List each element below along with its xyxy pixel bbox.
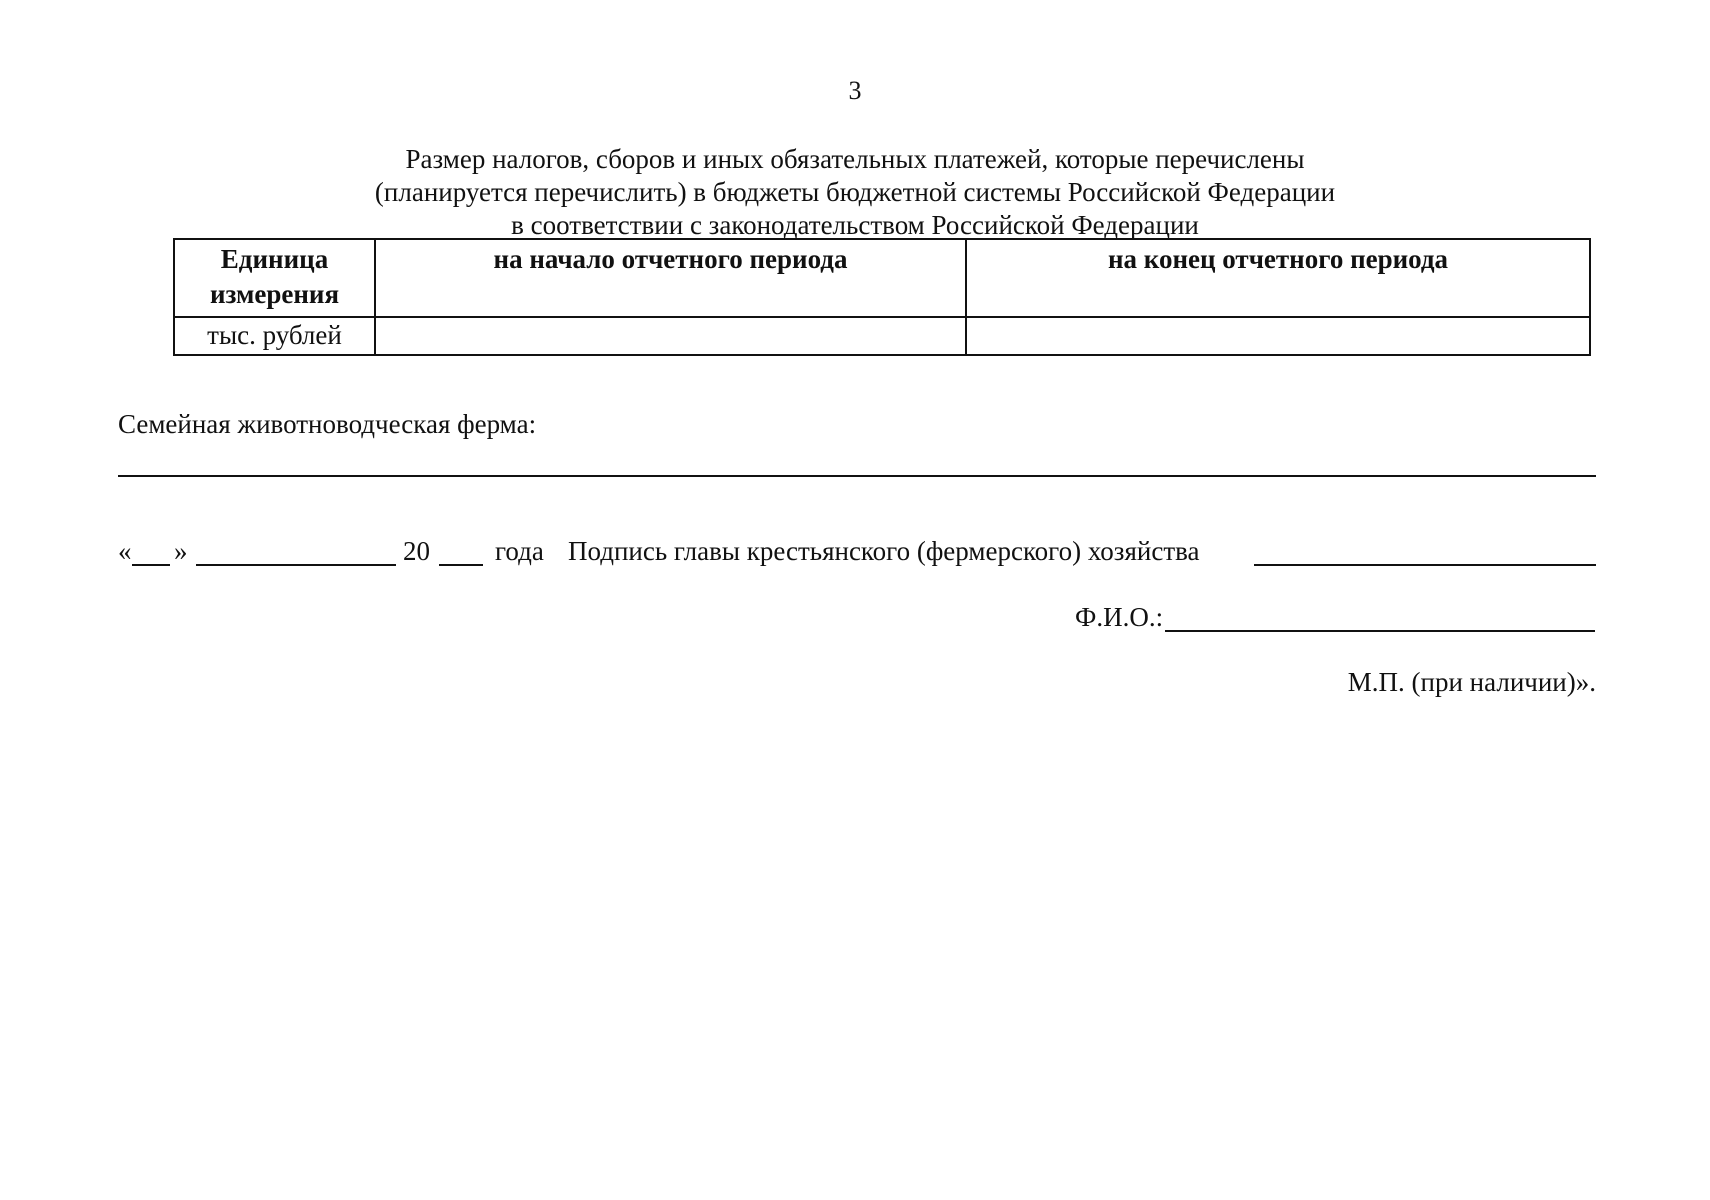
cell-period-end[interactable] bbox=[966, 317, 1590, 355]
date-quote-open: « bbox=[118, 536, 132, 566]
document-heading bbox=[200, 143, 1510, 242]
tax-payments-table bbox=[173, 238, 1591, 356]
farm-label: Семейная животноводческая ферма: bbox=[118, 409, 537, 439]
fio-blank-line[interactable] bbox=[1165, 630, 1595, 632]
table-row bbox=[174, 317, 1590, 355]
stamp-note: М.П. (при наличии)». bbox=[1347, 667, 1596, 697]
date-day-blank[interactable] bbox=[132, 564, 170, 566]
date-month-blank[interactable] bbox=[196, 564, 396, 566]
fio-row bbox=[1075, 600, 1163, 634]
header-period-end: на конец отчетного периода bbox=[966, 239, 1590, 317]
heading-line-1: Размер налогов, сборов и иных обязательных платежей, которые перечислены bbox=[405, 144, 1305, 174]
header-unit-line-2: измерения bbox=[209, 279, 340, 309]
date-year-word: года bbox=[495, 536, 544, 566]
date-quote-close: » bbox=[174, 536, 188, 566]
header-unit-line-1: Единица bbox=[220, 244, 329, 274]
fio-label: Ф.И.О.: bbox=[1075, 602, 1164, 632]
cell-period-start[interactable] bbox=[375, 317, 966, 355]
heading-line-3: в соответствии с законодательством Российской Федерации bbox=[511, 210, 1199, 240]
header-period-start: на начало отчетного периода bbox=[375, 239, 966, 317]
table-header-row bbox=[174, 239, 1590, 317]
header-unit bbox=[174, 239, 375, 317]
cell-unit: тыс. рублей bbox=[174, 317, 375, 355]
heading-line-2: (планируется перечислить) в бюджеты бюджетной системы Российской Федерации bbox=[374, 177, 1336, 207]
signature-label: Подпись главы крестьянского (фермерского) хозяйства bbox=[568, 536, 1200, 566]
date-year-prefix: 20 bbox=[403, 536, 430, 566]
farm-name-blank-line[interactable] bbox=[118, 475, 1596, 477]
date-year-blank[interactable] bbox=[439, 564, 483, 566]
signature-blank-line[interactable] bbox=[1254, 564, 1596, 566]
page-number: 3 bbox=[848, 76, 862, 105]
